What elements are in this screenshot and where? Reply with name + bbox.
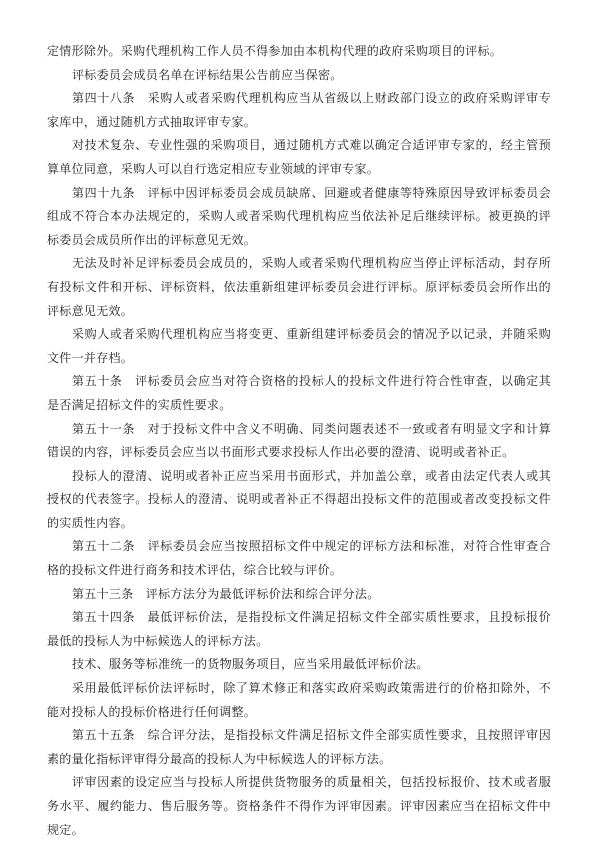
paragraph-article-49: 第四十九条 评标中因评标委员会成员缺席、回避或者健康等特殊原因导致评标委员会组成不符合本办法规定的，采购人或者采购代理机构应当依法补足后继续评标。被更换的评标委员会成员所作出的评标意见无效。 <box>47 185 551 247</box>
paragraph-carryover: 定情形除外。采购代理机构工作人员不得参加由本机构代理的政府采购项目的评标。 <box>47 44 503 58</box>
paragraph-article-54-clause-3: 采用最低评标价法评标时，除了算术修正和落实政府采购政策需进行的价格扣除外，不能对投标人的投标价格进行任何调整。 <box>47 681 551 719</box>
paragraph-article-50: 第五十条 评标委员会应当对符合资格的投标人的投标文件进行符合性审查，以确定其是否满足招标文件的实质性要求。 <box>47 374 551 412</box>
paragraph-article-53: 第五十三条 评标方法分为最低评标价法和综合评分法。 <box>72 586 380 601</box>
paragraph-article-55-clause-2: 评审因素的设定应当与投标人所提供货物服务的质量相关，包括投标报价、技术或者服务水平、履约能力、售后服务等。资格条件不得作为评审因素。评审因素应当在招标文件中规定。 <box>47 775 551 837</box>
paragraph-article-54: 第五十四条 最低评标价法，是指投标文件满足招标文件全部实质性要求，且投标报价最低的投标人为中标候选人的评标方法。 <box>47 610 551 648</box>
paragraph-article-55: 第五十五条 综合评分法，是指投标文件满足招标文件全部实质性要求，且按照评审因素的量化指标评审得分最高的投标人为中标候选人的评标方法。 <box>47 728 551 766</box>
paragraph-article-48: 第四十八条 采购人或者采购代理机构应当从省级以上财政部门设立的政府采购评审专家库中，通过随机方式抽取评审专家。 <box>47 91 551 129</box>
paragraph-article-51: 第五十一条 对于投标文件中含义不明确、同类问题表述不一致或者有明显文字和计算错误的内容，评标委员会应当以书面形式要求投标人作出必要的澄清、说明或者补正。 <box>47 421 551 460</box>
paragraph-article-49-clause-3: 采购人或者采购代理机构应当将变更、重新组建评标委员会的情况予以记录，并随采购文件一并存档。 <box>47 327 551 365</box>
paragraph-article-48-clause-2: 对技术复杂、专业性强的采购项目，通过随机方式难以确定合适评审专家的，经主管预算单位同意，采购人可以自行选定相应专业领域的评审专家。 <box>47 138 551 176</box>
paragraph-committee-secrecy: 评标委员会成员名单在评标结果公告前应当保密。 <box>72 67 343 82</box>
paragraph-article-51-clause-2: 投标人的澄清、说明或者补正应当采用书面形式，并加盖公章，或者由法定代表人或其授权的代表签字。投标人的澄清、说明或者补正不得超出投标文件的范围或者改变投标文件的实质性内容。 <box>47 468 551 530</box>
paragraph-article-49-clause-2: 无法及时补足评标委员会成员的，采购人或者采购代理机构应当停止评标活动，封存所有投标文件和开标、评标资料，依法重新组建评标委员会进行评标。原评标委员会所作出的评标意见无效。 <box>47 256 551 318</box>
paragraph-article-52: 第五十二条 评标委员会应当按照招标文件中规定的评标方法和标准，对符合性审查合格的投标文件进行商务和技术评估，综合比较与评价。 <box>47 539 551 578</box>
paragraph-article-54-clause-2: 技术、服务等标准统一的货物服务项目，应当采用最低评标价法。 <box>72 657 429 672</box>
document-text-block <box>47 40 551 842</box>
